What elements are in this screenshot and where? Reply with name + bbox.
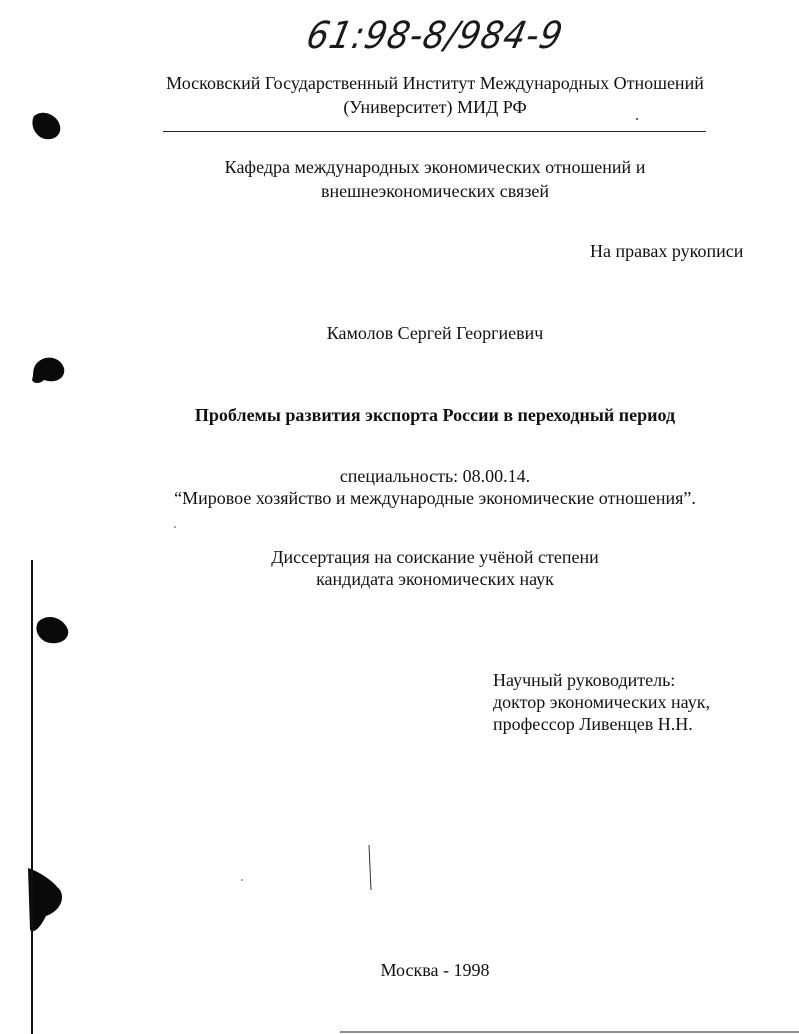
scan-scratch [369, 845, 371, 890]
department-line-2: внешнеэкономических связей [320, 181, 550, 201]
institution-line-1: Московский Государственный Институт Международных Отношений [166, 73, 704, 93]
degree-line-2: кандидата экономических наук [316, 569, 554, 589]
department-line-1: Кафедра международных экономических отношений и [224, 157, 646, 177]
binder-hole-mark [28, 868, 62, 931]
supervisor-label: Научный руководитель: [493, 670, 676, 690]
scan-speck [241, 879, 243, 881]
scan-speck [174, 526, 176, 528]
supervisor-name: профессор Ливенцев Н.Н. [493, 714, 693, 734]
header-rule [163, 131, 706, 132]
archive-number: 61:98-8/984-9 [302, 14, 568, 58]
rights-note: На правах рукописи [590, 241, 744, 261]
institution-line-2: (Университет) МИД РФ [343, 97, 527, 117]
supervisor-degree: доктор экономических наук, [493, 692, 710, 712]
binder-hole-mark [32, 358, 64, 383]
place-year: Москва - 1998 [380, 960, 490, 980]
specialty-name: “Мировое хозяйство и международные экономические отношения”. [174, 488, 696, 508]
specialty-code: специальность: 08.00.14. [339, 466, 531, 486]
scan-speck [636, 118, 638, 120]
binder-hole-mark [36, 617, 68, 643]
degree-line-1: Диссертация на соискание учёной степени [271, 547, 599, 567]
binder-hole-mark [32, 113, 60, 140]
author-name: Камолов Сергей Георгиевич [326, 323, 544, 343]
dissertation-title: Проблемы развития экспорта России в переходный период [194, 405, 676, 425]
